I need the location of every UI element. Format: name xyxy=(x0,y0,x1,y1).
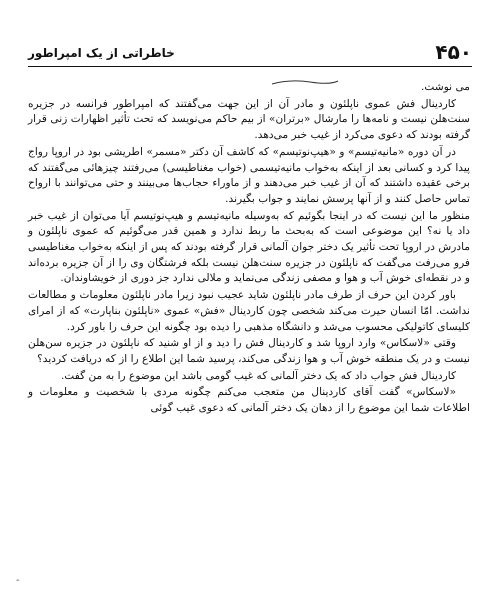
page-header xyxy=(28,40,472,64)
paragraph: کاردینال فش عموی ناپلئون و مادر آن از این جهت می‌گفتند که امپراطور فرانسه در جزیره سنت‌هلن نیست و نامه‌ها را مارشال «برتران» از بیم حاکم می‌نویسد که تحت تأثیر اظهارات زنی قرار گرفته بودند که دعوی می‌کرد از غیب خبر می‌دهد. xyxy=(28,97,470,142)
paragraph: کاردینال فش جواب داد که یک دختر آلمانی که غیب گومی باشد این موضوع را به من گفت. xyxy=(60,369,456,382)
running-title: خاطراتی از یک امپراطور xyxy=(28,46,175,60)
margin-mark: - xyxy=(16,575,20,586)
page-number: ۴۵۰ xyxy=(435,40,472,64)
header-rule xyxy=(28,66,472,67)
paragraph: در آن دوره «مانیه‌تیسم» و «هیپ‌نوتیسم» که کاشف آن دکتر «مسمر» اطریشی بود در اروپا رواج پیدا کرد و کسانی بعد از اینکه به‌خواب مانیه‌تیسمی (خواب مغناطیسی) می‌رفتند چیزهائی می‌گفتند که برخی عقیده داشتند که آن از غیب خبر می‌دهند و از ماوراء حجاب‌ها می‌بینند و حتی می‌توانند با ارواح تماس حاصل کنند و از آنها پرسش نمایند و جواب بگیرند. xyxy=(28,145,470,205)
paragraph: وقتی «لاسکاس» وارد اروپا شد و کاردینال فش را دید و از او شنید که ناپلئون در جزیره سن‌هلن نیست و در یک منطقه خوش آب و هوا زندگی می‌کند، پرسید شما این اطلاع را از که دریافت کردید؟ xyxy=(28,337,470,365)
body-text xyxy=(28,80,470,418)
paragraph: می نوشت. xyxy=(421,81,470,93)
paragraph: باور کردن این حرف از طرف مادر ناپلئون شاید عجیب نبود زیرا مادر ناپلئون معلومات و مطالعات نداشت. امّا انسان حیرت می‌کند شخصی چون کاردینال «فش» عموی «ناپلئون بناپارت» که از امرای کلیسای کاتولیکی محسوب می‌شد و دانشگاه مذهبی را دیده بود چگونه این حرف را باور کرد. xyxy=(28,289,470,333)
paragraph: «لاسکاس» گفت آقای کاردینال من متعجب می‌کنم چگونه مردی با شخصیت و معلومات و اطلاعات شما این موضوع را از دهان یک دختر آلمانی که دعوی غیب گوئی xyxy=(28,386,470,415)
paragraph: منظور ما این نیست که در اینجا بگوئیم که به‌وسیله مانیه‌تیسم و هیپ‌نوتیسم آیا می‌توان از غیب خبر داد یا نه؟ این موضوعی است که به‌بحث ما ربط ندارد و همین قدر می‌گوئیم که عموی ناپلئون و مادرش در اروپا تحت تأثیر یک دختر جوان آلمانی قرار گرفته بودند که پس از اینکه به‌خواب مغناطیسی فرو می‌رفت می‌گفت که ناپلئون در جزیره سنت‌هلن نیست بلکه فرشتگان وی را از آن جزیره برده‌اند و در نقطه‌ای خوش آب و هوا و مصفی زندگی می‌نماید و ملالی ندارد جز دوری از خویشاوندان. xyxy=(28,209,470,285)
